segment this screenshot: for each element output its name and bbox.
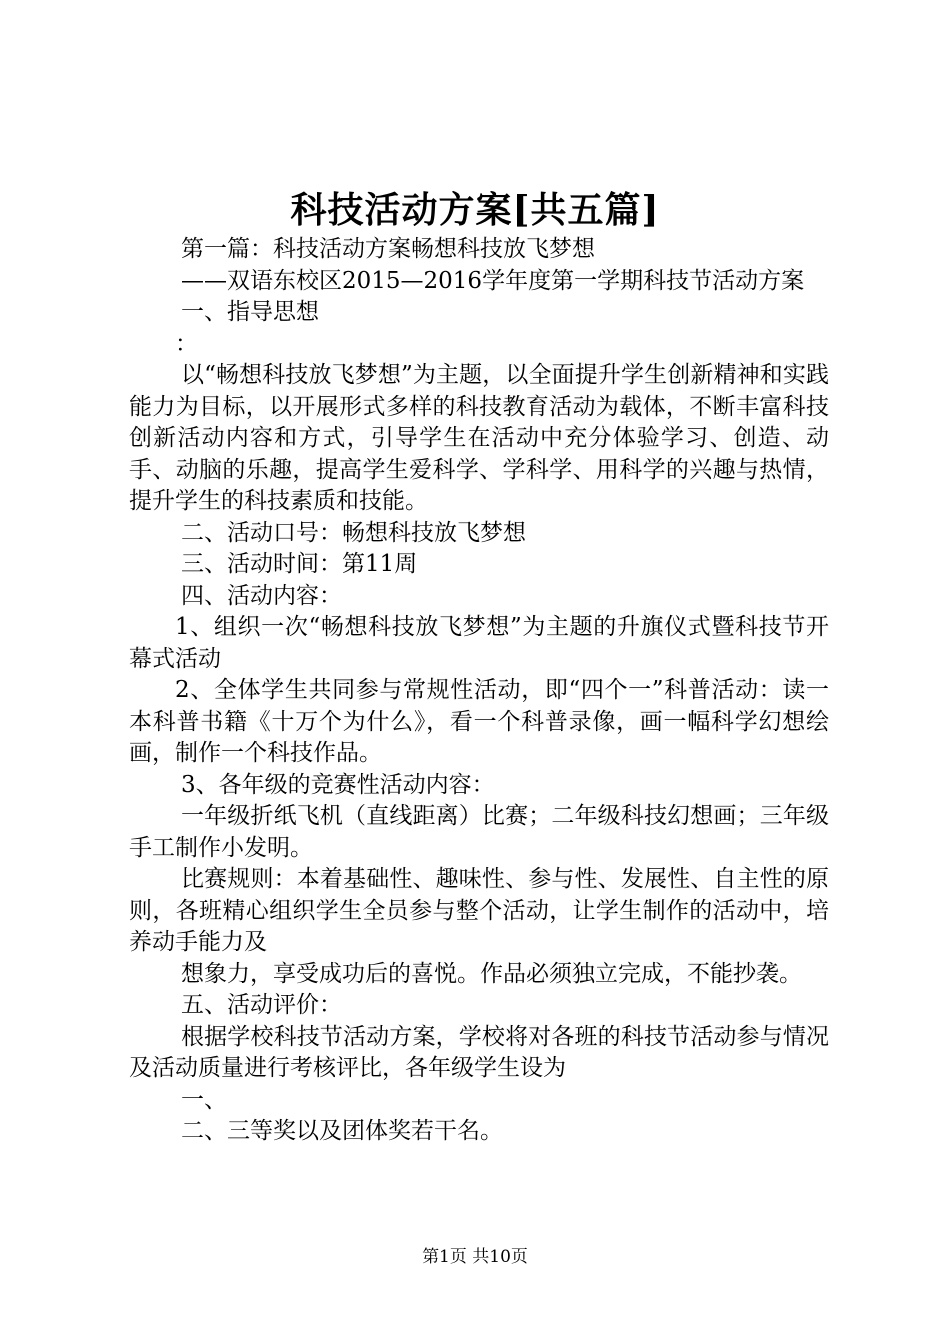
paragraph-item-3: 3、各年级的竞赛性活动内容： (181, 771, 495, 798)
paragraph-item-1: 1、组织一次“畅想科技放飞梦想”为主题的升旗仪式暨科技节开幕式活动 (129, 614, 829, 672)
paragraph-contest-rules: 比赛规则：本着基础性、趣味性、参与性、发展性、自主性的原则，各班精心组织学生全员参与整个活动，让学生制作的活动中，培养动手能力及 (129, 866, 829, 955)
page-title: 科技活动方案[共五篇] (290, 189, 660, 231)
paragraph-section-1-heading: 一、指导思想 (181, 299, 319, 325)
page-footer: 第1页 共10页 (422, 1247, 528, 1267)
paragraph-evaluation: 根据学校科技节活动方案，学校将对各班的科技节活动参与情况及活动质量进行考核评比，各年级学生设为 (129, 1023, 829, 1081)
paragraph-grade-contests: 一年级折纸飞机（直线距离）比赛；二年级科技幻想画；三年级手工制作小发明。 (129, 803, 829, 861)
paragraph-section-3-time: 三、活动时间：第11周 (181, 551, 418, 577)
paragraph-colon: ： (175, 330, 198, 357)
paragraph-section-4-heading: 四、活动内容： (181, 582, 342, 609)
paragraph-subtitle: ——双语东校区2015—2016学年度第一学期科技节活动方案 (181, 267, 805, 294)
paragraph-chapter-heading: 第一篇：科技活动方案畅想科技放飞梦想 (181, 236, 595, 262)
paragraph-item-2: 2、全体学生共同参与常规性活动，即“四个一”科普活动：读一本科普书籍《十万个为什么》，看一个科普录像，画一幅科学幻想绘画，制作一个科技作品。 (129, 677, 829, 766)
paragraph-contest-rules-cont: 想象力，享受成功后的喜悦。作品必须独立完成，不能抄袭。 (181, 960, 802, 987)
paragraph-award-first: 一、 (181, 1086, 227, 1113)
paragraph-guiding-thought: 以“畅想科技放飞梦想”为主题，以全面提升学生创新精神和实践能力为目标，以开展形式多样的科技教育活动为载体，不断丰富科技创新活动内容和方式，引导学生在活动中充分体验学习、创造、动手、动脑的乐趣，提高学生爱科学、学科学、用科学的兴趣与热情，提升学生的科技素质和技能。 (129, 362, 829, 514)
document-body (129, 234, 829, 1148)
paragraph-award-rest: 二、三等奖以及团体奖若干名。 (181, 1118, 503, 1144)
paragraph-section-2-slogan: 二、活动口号：畅想科技放飞梦想 (181, 519, 526, 546)
paragraph-section-5-heading: 五、活动评价： (181, 992, 342, 1018)
